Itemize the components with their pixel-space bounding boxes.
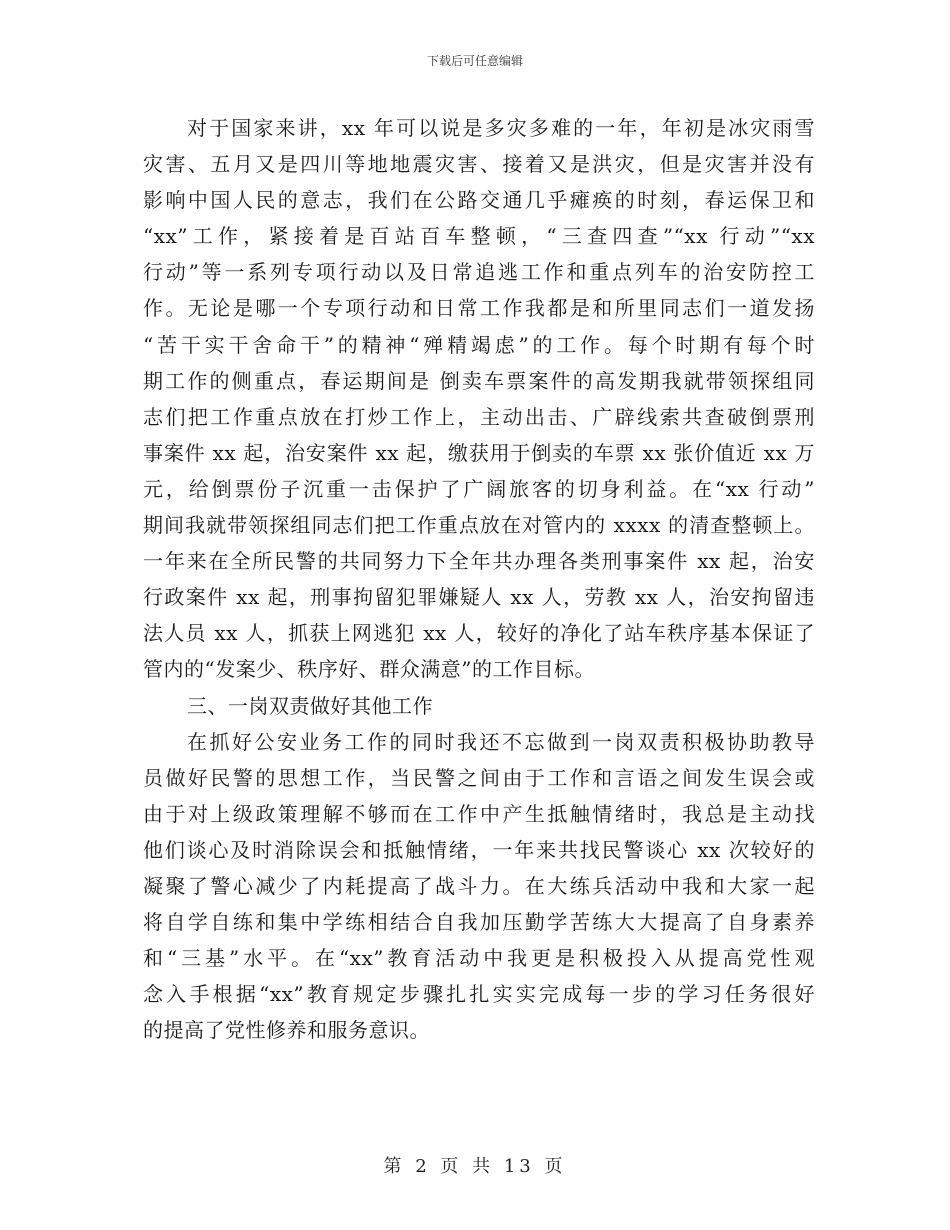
section-heading: 三、一岗双责做好其他工作 [187,693,433,718]
text-line: 期间我就带领探组同志们把工作重点放在对管内的 xxxx 的清查整顿上。 [143,513,815,538]
text-line: 由于对上级政策理解不够而在工作中产生抵触情绪时，我总是主动找 [143,801,815,826]
text-line: 对于国家来讲，xx 年可以说是多灾多难的一年，年初是冰灾雨雪 [187,116,815,140]
page-header: 下载后可任意编辑 [426,54,523,68]
text-line: 管内的“发案少、秩序好、群众满意”的工作目标。 [143,657,595,682]
text-line: 影响中国人民的意志，我们在公路交通几乎瘫痪的时刻，春运保卫和 [143,188,815,213]
text-line: 凝聚了警心减少了内耗提高了战斗力。在大练兵活动中我和大家一起 [143,873,815,898]
document-body [143,110,815,1048]
text-line: “xx”工作，紧接着是百站百车整顿，“三查四查”“xx 行动”“xx [143,224,815,249]
text-line: 一年来在全所民警的共同努力下全年共办理各类刑事案件 xx 起，治安 [143,549,815,574]
text-line: 行动”等一系列专项行动以及日常追逃工作和重点列车的治安防控工 [143,260,815,285]
text-line: 他们谈心及时消除误会和抵触情绪，一年来共找民警谈心 xx 次较好的 [143,837,815,862]
text-line: 事案件 xx 起，治安案件 xx 起，缴获用于倒卖的车票 xx 张价值近 xx 万 [143,440,815,465]
text-line: 作。无论是哪一个专项行动和日常工作我都是和所里同志们一道发扬 [143,296,815,321]
page-number: 第 2 页 共 13 页 [383,1156,567,1177]
text-line: “苦干实干舍命干”的精神“殚精竭虑”的工作。每个时期有每个时 [143,332,815,357]
text-line: 将自学自练和集中学练相结合自我加压勤学苦练大大提高了自身素养 [143,910,815,935]
text-line: 志们把工作重点放在打炒工作上，主动出击、广辟线索共查破倒票刑 [143,404,815,429]
text-line: 的提高了党性修养和服务意识。 [143,1018,430,1043]
text-line: 法人员 xx 人，抓获上网逃犯 xx 人，较好的净化了站车秩序基本保证了 [143,621,815,646]
text-line: 在抓好公安业务工作的同时我还不忘做到一岗双责积极协助教导 [187,729,815,754]
text-line: 和“三基”水平。在“xx”教育活动中我更是积极投入从提高党性观 [143,946,815,971]
text-line: 行政案件 xx 起，刑事拘留犯罪嫌疑人 xx 人，劳教 xx 人，治安拘留违 [143,585,815,610]
text-line: 念入手根据“xx”教育规定步骤扎扎实实完成每一步的学习任务很好 [143,982,815,1007]
text-line: 元，给倒票份子沉重一击保护了广阔旅客的切身利益。在“xx 行动” [143,476,815,501]
text-line: 灾害、五月又是四川等地地震灾害、接着又是洪灾，但是灾害并没有 [143,152,815,177]
text-line: 期工作的侧重点，春运期间是 倒卖车票案件的高发期我就带领探组同 [143,368,815,393]
text-line: 员做好民警的思想工作，当民警之间由于工作和言语之间发生误会或 [143,765,815,790]
